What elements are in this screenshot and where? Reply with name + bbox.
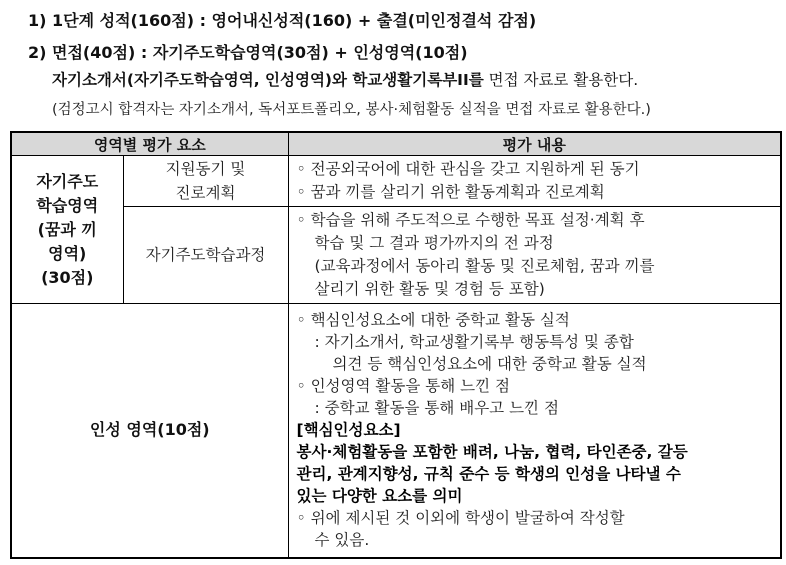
core-values-heading: [핵심인성요소] [296,421,401,440]
content-character [288,304,781,558]
area-self-directed [11,156,123,304]
content-line: ◦ 핵심인성요소에 대한 중학교 활동 실적 [296,311,570,330]
content-line: ◦ 학습을 위해 주도적으로 수행한 목표 설정·계획 후 [296,211,645,229]
evaluation-table [10,131,782,559]
core-values-line: 봉사·체험활동을 포함한 배려, 나눔, 협력, 타인존중, 갈등 [296,443,688,462]
content-line: : 중학교 활동을 통해 배우고 느낀 점 [314,399,559,418]
core-values-line: 있는 다양한 요소를 의미 [296,487,463,506]
area-text: (꿈과 끼 [37,219,97,239]
interview-materials-line [52,68,638,90]
interview-materials-bold: 자기소개서(자기주도학습영역, 인성영역)와 학교생활기록부II를 [52,71,484,89]
element-text: 진로계획 [175,184,236,202]
content-line: ◦ 전공외국어에 대한 관심을 갖고 지원하게 된 동기 [296,160,640,178]
col-header-elements: 영역별 평가 요소 [11,132,288,156]
col-header-content: 평가 내용 [288,132,781,156]
element-text: 지원동기 및 [165,160,246,178]
ged-note-line: (검정고시 합격자는 자기소개서, 독서포트폴리오, 봉사·체험활동 실적을 면접 자료로 활용한다.) [52,102,651,118]
score-stage1-line: 1) 1단계 성적(160점) : 영어내신성적(160) + 출결(미인정결석 감점) [28,11,537,30]
area-text: 자기주도 [36,171,99,191]
content-motivation [288,156,781,207]
content-line: 살리기 위한 활동 및 경험 등 포함) [314,280,545,298]
element-learning-process: 자기주도학습과정 [123,207,288,304]
area-text: (30점) [41,267,94,287]
interview-materials-rest: 면접 자료로 활용한다. [483,71,639,89]
core-values-line: 관리, 관계지향성, 규칙 준수 등 학생의 인성을 나타낼 수 [296,465,681,484]
content-line: 수 있음. [314,531,370,550]
content-line: : 자기소개서, 학교생활기록부 행동특성 및 종합 [314,333,634,352]
element-motivation [123,156,288,207]
content-line: ◦ 꿈과 끼를 살리기 위한 활동계획과 진로계획 [296,183,605,201]
content-learning-process [288,207,781,304]
area-text: 영역) [48,243,87,263]
content-line: ◦ 위에 제시된 것 이외에 학생이 발굴하여 작성할 [296,509,625,528]
area-character: 인성 영역(10점) [11,304,288,558]
content-line: 학습 및 그 결과 평가까지의 전 과정 [314,234,554,252]
content-line: 의견 등 핵심인성요소에 대한 중학교 활동 실적 [332,355,647,374]
area-text: 학습영역 [36,195,99,215]
content-line: (교육과정에서 동아리 활동 및 진로체험, 꿈과 끼를 [314,257,655,275]
score-interview-line: 2) 면접(40점) : 자기주도학습영역(30점) + 인성영역(10점) [28,43,468,62]
content-line: ◦ 인성영역 활동을 통해 느낀 점 [296,377,510,396]
